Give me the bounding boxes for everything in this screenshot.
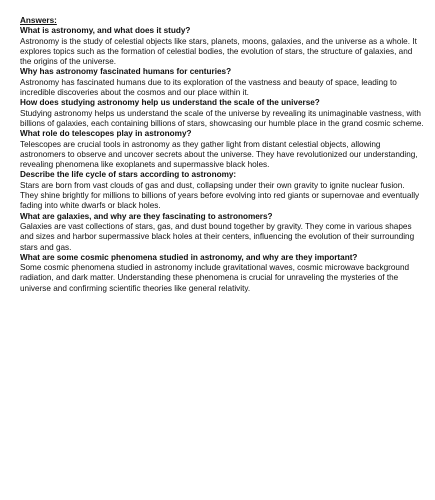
document-body	[20, 16, 424, 294]
qa-item-cosmic-phenomena	[20, 253, 424, 294]
qa-item-fascination	[20, 67, 424, 98]
answer: Telescopes are crucial tools in astronomy as they gather light from distant celestial objects, allowing astronomers to observe and uncover secrets about the universe. They have revolutionized our understanding, revealing phenomena like exoplanets and supermassive black holes.	[20, 139, 418, 170]
question: What role do telescopes play in astronomy?	[20, 129, 192, 139]
answer: Astronomy is the study of celestial objects like stars, planets, moons, galaxies, and the universe as a whole. It explores topics such as the formation of celestial bodies, the evolution of stars, the structure of galaxies, and the origins of the universe.	[20, 36, 417, 67]
question: What are galaxies, and why are they fascinating to astronomers?	[20, 211, 273, 221]
answer: Stars are born from vast clouds of gas and dust, collapsing under their own gravity to ignite nuclear fusion. They shine brightly for millions to billions of years before evolving into red giants or supernovae and eventually fading into white dwarfs or black holes.	[20, 180, 420, 211]
question: How does studying astronomy help us understand the scale of the universe?	[20, 98, 320, 108]
answer: Astronomy has fascinated humans due to its exploration of the vastness and beauty of space, leading to incredible discoveries about the cosmos and our place within it.	[20, 77, 397, 98]
qa-item-galaxies	[20, 212, 424, 253]
qa-item-scale-of-universe	[20, 98, 424, 129]
question: Why has astronomy fascinated humans for centuries?	[20, 67, 232, 77]
qa-item-star-life-cycle	[20, 170, 424, 211]
question: What are some cosmic phenomena studied in astronomy, and why are they important?	[20, 252, 358, 262]
answer: Studying astronomy helps us understand the scale of the universe by revealing its unimaginable vastness, with billions of galaxies, each containing billions of stars, showcasing our humble place in the grand cosmic scheme.	[20, 108, 424, 128]
answer: Galaxies are vast collections of stars, gas, and dust bound together by gravity. They come in various shapes and sizes and harbor supermassive black holes at their centers, influencing the evolution of their surrounding stars and gas.	[20, 221, 415, 252]
answer: Some cosmic phenomena studied in astronomy include gravitational waves, cosmic microwave background radiation, and dark matter. Understanding these phenomena is crucial for unraveling the mysteries of the universe and confirming scientific theories like general relativity.	[20, 263, 410, 293]
qa-item-telescopes	[20, 129, 424, 170]
qa-item-astronomy-definition	[20, 26, 424, 67]
question: Describe the life cycle of stars according to astronomy:	[20, 170, 237, 180]
answers-heading: Answers:	[20, 16, 57, 25]
question: What is astronomy, and what does it study?	[20, 26, 191, 36]
